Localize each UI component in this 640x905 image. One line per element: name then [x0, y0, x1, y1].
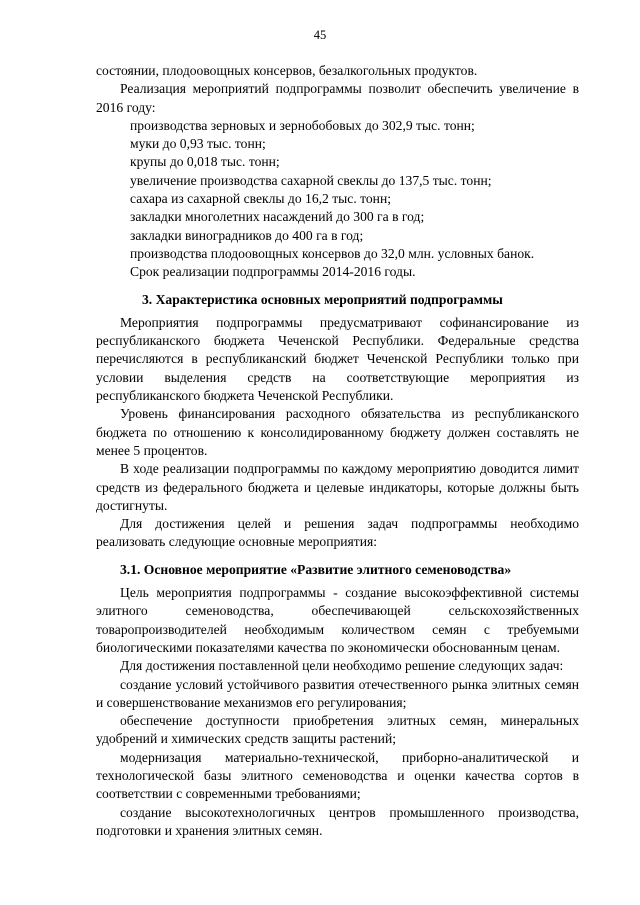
page-number: 45 — [313, 28, 327, 42]
section-3-1-task: модернизация материально-технической, приборно-аналитической и технологической базы элитного семеноводства и оценки качества сортов в соответствии с современными требованиями; — [96, 749, 579, 802]
section-3-heading: 3. Характеристика основных мероприятий подпрограммы — [142, 291, 503, 307]
target-item: производства зерновых и зернобобовых до 302,9 тыс. тонн; — [130, 117, 475, 133]
target-item: производства плодоовощных консервов до 32,0 млн. условных банок. — [130, 245, 535, 261]
section-3-paragraph: Уровень финансирования расходного обязательства из республиканского бюджета по отношению к консолидированному бюджету должен составлять не менее 5 процентов. — [96, 406, 579, 458]
section-3-paragraph: Мероприятия подпрограммы предусматривают софинансирование из республиканского бюджета Чеченской Республики. Федеральные средства перечисляются в республиканский бюджет Чеченской Республики только при условии выделения средств на соответствующие мероприятия из республиканского бюджета Чеченской Республики. — [96, 314, 579, 404]
intro-line: состоянии, плодоовощных консервов, безалкогольных продуктов. — [96, 63, 478, 78]
page-content — [96, 62, 579, 840]
section-3-1-task: создание высокотехнологичных центров промышленного производства, подготовки и хранения элитных семян. — [96, 804, 579, 838]
target-item: закладки виноградников до 400 га в год; — [130, 227, 364, 243]
target-item: увеличение производства сахарной свеклы до 137,5 тыс. тонн; — [130, 172, 492, 188]
target-item: муки до 0,93 тыс. тонн; — [130, 136, 266, 152]
section-3-1-paragraph: Цель мероприятия подпрограммы - создание высокоэффективной системы элитного семеноводства, обеспечивающей сельскохозяйственных товаропроизводителей необходимым количеством семян с требуемыми биологическими показателями качества по экономически обоснованным ценам. — [96, 585, 579, 655]
section-3-1-heading: 3.1. Основное мероприятие «Развитие элитного семеноводства» — [120, 561, 512, 577]
target-item: Срок реализации подпрограммы 2014-2016 годы. — [130, 264, 416, 280]
target-item: сахара из сахарной свеклы до 16,2 тыс. тонн; — [130, 191, 391, 207]
target-item: крупы до 0,018 тыс. тонн; — [130, 154, 280, 170]
section-3-1-task: обеспечение доступности приобретения элитных семян, минеральных удобрений и химических средств защиты растений; — [96, 713, 579, 747]
section-3-paragraph: Для достижения целей и решения задач подпрограммы необходимо реализовать следующие основные мероприятия: — [96, 516, 579, 550]
intro-paragraph: Реализация мероприятий подпрограммы позволит обеспечить увеличение в 2016 году: — [96, 81, 579, 115]
target-item: закладки многолетних насаждений до 300 га в год; — [130, 209, 425, 225]
section-3-paragraph: В ходе реализации подпрограммы по каждому мероприятию доводится лимит средств из федерального бюджета и целевые индикаторы, которые должны быть достигнуты. — [96, 461, 579, 513]
section-3-1-task: создание условий устойчивого развития отечественного рынка элитных семян и совершенствование механизмов его регулирования; — [96, 676, 579, 710]
section-3-1-paragraph: Для достижения поставленной цели необходимо решение следующих задач: — [120, 658, 564, 674]
